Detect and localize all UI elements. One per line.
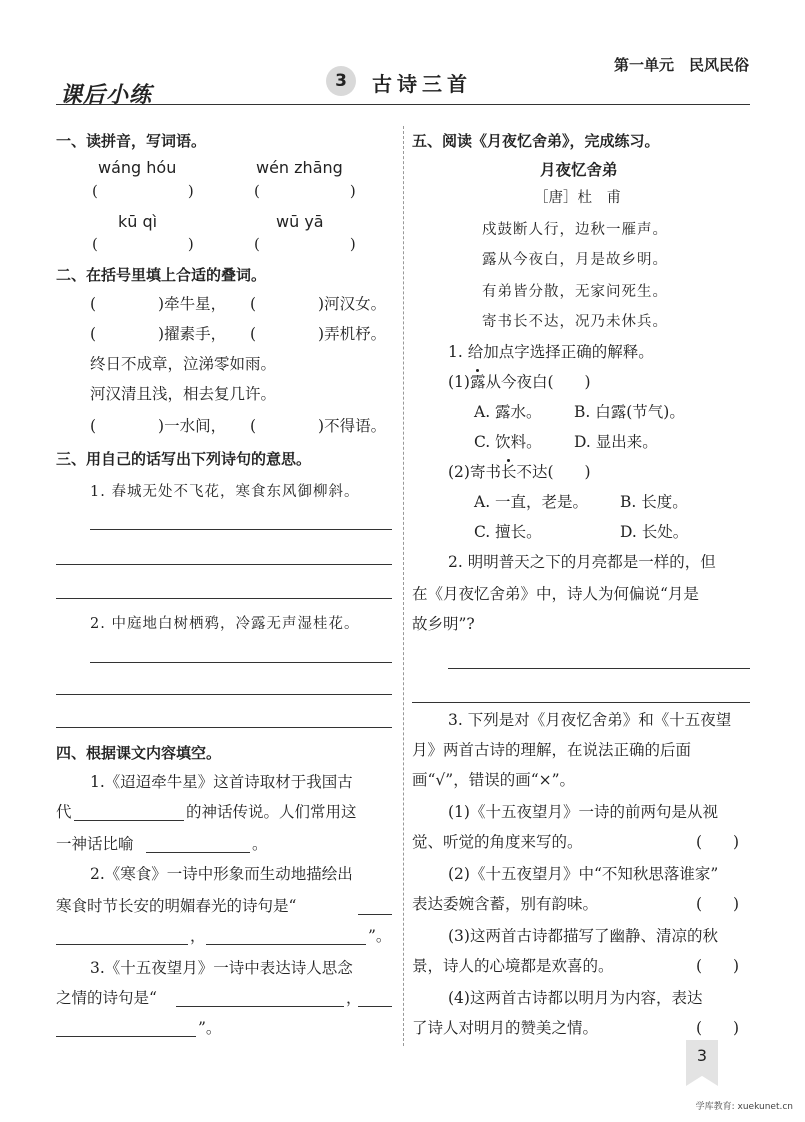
s5-q2-answer-line-2[interactable] — [412, 702, 750, 703]
s4-q2-blank-1[interactable] — [358, 914, 392, 915]
poem-line-3: 有弟皆分散，无家问死生。 — [482, 284, 668, 300]
s5-q2-line3: 故乡明”? — [412, 615, 475, 633]
s2-line2-a[interactable]: ( )擢素手， — [90, 325, 227, 343]
s5-q1b-option-c[interactable]: C. 擅长。 — [474, 523, 542, 541]
section-4-title: 四、根据课文内容填空。 — [56, 744, 222, 762]
section-2-title: 二、在括号里填上合适的叠词。 — [56, 266, 267, 284]
poem-line-1: 戍鼓断人行，边秋一雁声。 — [482, 222, 668, 238]
s2-line4: 河汉清且浅，相去复几许。 — [90, 385, 277, 403]
s4-q1-line2a: 代 — [56, 803, 72, 821]
judge-1-line1: (1)《十五夜望月》一诗的前两句是从视 — [448, 803, 718, 821]
s4-q1-line3b: 。 — [252, 835, 268, 853]
answer-box-2[interactable]: ( ) — [254, 182, 356, 200]
judge-4-answer[interactable]: ( ) — [696, 1019, 740, 1037]
judge-2-line1: (2)《十五夜望月》中“不知秋思落谁家” — [448, 865, 719, 883]
poem-line-2: 露从今夜白，月是故乡明。 — [482, 252, 668, 268]
unit-title: 第一单元 民风民俗 — [613, 56, 749, 74]
s3-question-2: 2. 中庭地白树栖鸦，冷露无声湿桂花。 — [90, 616, 360, 632]
section-1-title: 一、读拼音，写词语。 — [56, 132, 207, 150]
s4-q1-line3a: 一神话比喻 — [56, 835, 134, 853]
s2-line5-a[interactable]: ( )一水间， — [90, 417, 227, 435]
s3-answer-line-1[interactable] — [90, 529, 392, 530]
s5-q2-answer-line-1[interactable] — [448, 668, 750, 669]
poem-line-4: 寄书长不达，况乃未休兵。 — [482, 314, 668, 330]
s3-answer-line-2[interactable] — [56, 564, 392, 565]
s2-line3: 终日不成章，泣涕零如雨。 — [90, 355, 277, 373]
s4-q1-line2b: 的神话传说。人们常用这 — [186, 803, 357, 821]
dotted-char-lu: 露 — [469, 373, 486, 391]
s4-q2-blank-3[interactable] — [206, 944, 366, 945]
judge-2-answer[interactable]: ( ) — [696, 895, 740, 913]
s5-q2-line2: 在《月夜忆舍弟》中，诗人为何偏说“月是 — [412, 585, 699, 603]
s4-q3-blank-1[interactable] — [176, 1006, 344, 1007]
s4-q1-line1: 1.《迢迢牵牛星》这首诗取材于我国古 — [90, 773, 353, 791]
s5-q3-line1: 3. 下列是对《月夜忆舍弟》和《十五夜望 — [448, 711, 732, 729]
s3-answer-line-3[interactable] — [56, 598, 392, 599]
s5-q1a-option-a[interactable]: A. 露水。 — [474, 403, 542, 421]
section-5-title: 五、阅读《月夜忆舍弟》，完成练习。 — [412, 132, 660, 150]
s2-line1-b[interactable]: ( )河汉女。 — [250, 295, 387, 313]
section-3-title: 三、用自己的话写出下列诗句的意思。 — [56, 450, 312, 468]
s3-answer-line-5[interactable] — [56, 694, 392, 695]
s4-q3-blank-3[interactable] — [56, 1036, 196, 1037]
s4-q2-line3b: ”。 — [368, 927, 392, 945]
judge-1-answer[interactable]: ( ) — [696, 833, 740, 851]
s4-q3-blank-2[interactable] — [358, 1006, 392, 1007]
lesson-title: 古诗三首 — [372, 72, 472, 96]
judge-3-line1: (3)这两首古诗都描写了幽静、清凉的秋 — [448, 927, 718, 945]
lesson-number-badge: 3 — [326, 66, 356, 96]
s4-q2-line2: 寒食时节长安的明媚春光的诗句是“ — [56, 897, 297, 915]
judge-1-line2: 觉、听觉的角度来写的。 — [412, 833, 583, 851]
s5-q3-line2: 月》两首古诗的理解，在说法正确的后面 — [412, 741, 692, 759]
pinyin-1: wáng hóu — [98, 158, 177, 177]
section-label: 课后小练 — [60, 83, 153, 108]
s2-line1-a[interactable]: ( )牵牛星， — [90, 295, 227, 313]
answer-box-3[interactable]: ( ) — [92, 235, 194, 253]
s4-q3-line3: ”。 — [198, 1019, 222, 1037]
s5-q1b: (2)寄书长不达( ) — [448, 463, 591, 481]
s3-answer-line-6[interactable] — [56, 727, 392, 728]
s4-q3-line1: 3.《十五夜望月》一诗中表达诗人思念 — [90, 959, 353, 977]
judge-4-line2: 了诗人对明月的赞美之情。 — [412, 1019, 599, 1037]
s4-q1-blank-1[interactable] — [74, 820, 184, 821]
s5-q1a-option-c[interactable]: C. 饮料。 — [474, 433, 542, 451]
poem-title: 月夜忆舍弟 — [540, 160, 618, 179]
page-number: 3 — [696, 1046, 708, 1065]
s3-question-1: 1. 春城无处不飞花，寒食东风御柳斜。 — [90, 484, 360, 500]
judge-3-line2: 景，诗人的心境都是欢喜的。 — [412, 957, 614, 975]
pinyin-3: kū qì — [118, 212, 158, 231]
s4-q1-blank-2[interactable] — [146, 852, 250, 853]
answer-box-1[interactable]: ( ) — [92, 182, 194, 200]
s5-q1: 1. 给加点字选择正确的解释。 — [448, 343, 654, 361]
dotted-char-chang: 长 — [500, 463, 517, 481]
s5-q2-line1: 2. 明明普天之下的月亮都是一样的，但 — [448, 553, 716, 571]
s5-q1b-option-a[interactable]: A. 一直，老是。 — [474, 493, 589, 511]
header-rule — [56, 104, 750, 105]
judge-3-answer[interactable]: ( ) — [696, 957, 740, 975]
s5-q1a-option-b[interactable]: B. 白露(节气)。 — [574, 403, 685, 421]
poem-author: ［唐］杜 甫 — [534, 190, 621, 206]
s3-answer-line-4[interactable] — [90, 662, 392, 663]
s4-q2-blank-2[interactable] — [56, 944, 188, 945]
s5-q3-line3: 画“√”，错误的画“×”。 — [412, 771, 576, 789]
s5-q1b-option-d[interactable]: D. 长处。 — [620, 523, 689, 541]
judge-4-line1: (4)这两首古诗都以明月为内容，表达 — [448, 989, 703, 1007]
judge-2-line2: 表达委婉含蓄，别有韵味。 — [412, 895, 599, 913]
s2-line2-b[interactable]: ( )弄机杼。 — [250, 325, 387, 343]
s5-q1b-option-b[interactable]: B. 长度。 — [620, 493, 688, 511]
s4-q2-line3a: ， — [190, 927, 206, 945]
s2-line5-b[interactable]: ( )不得语。 — [250, 417, 387, 435]
s4-q3-line2b: ， — [346, 989, 362, 1007]
pinyin-2: wén zhāng — [256, 158, 343, 177]
s5-q1a: (1)露从今夜白( ) — [448, 373, 591, 391]
s4-q2-line1: 2.《寒食》一诗中形象而生动地描绘出 — [90, 865, 353, 883]
column-divider — [403, 126, 404, 1046]
s5-q1a-option-d[interactable]: D. 显出来。 — [574, 433, 658, 451]
answer-box-4[interactable]: ( ) — [254, 235, 356, 253]
s4-q3-line2a: 之情的诗句是“ — [56, 989, 157, 1007]
pinyin-4: wū yā — [276, 212, 324, 231]
watermark: 学库教育: xuekunet.cn — [695, 1102, 793, 1112]
